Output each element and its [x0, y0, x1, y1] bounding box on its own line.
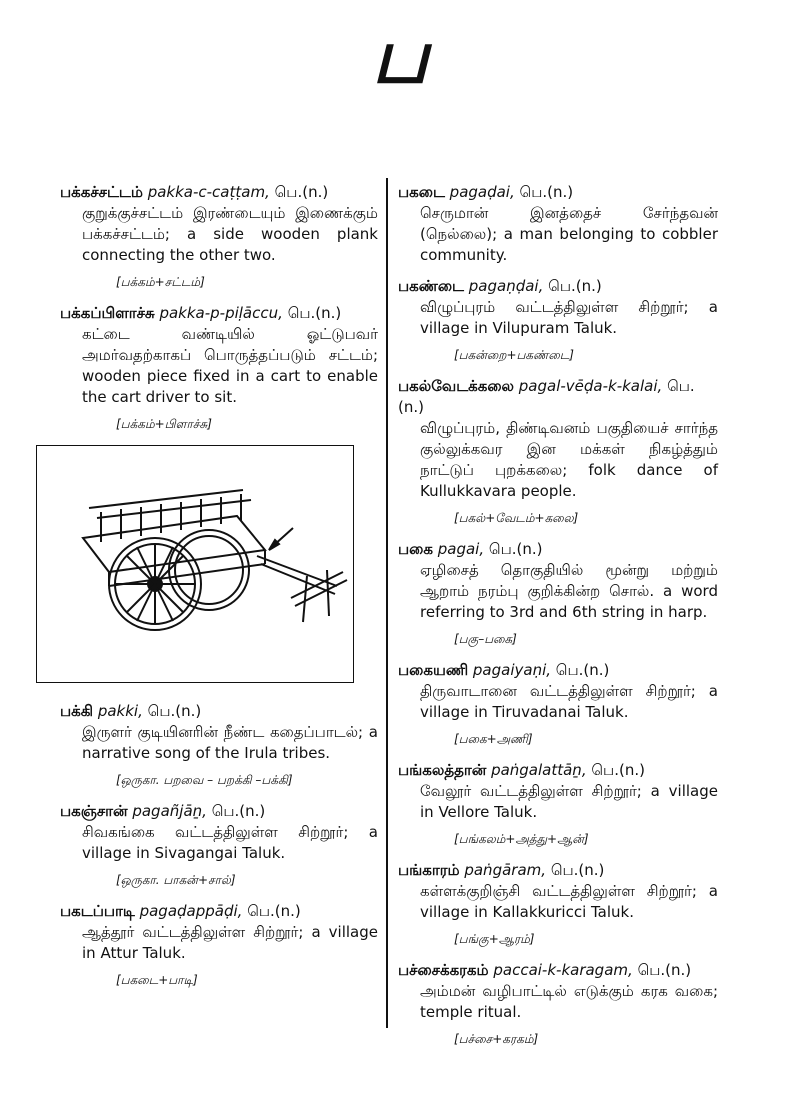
- tamil-definition: குறுக்குச்சட்டம் இரண்டையும் இணைக்கும் பக்கச்சட்டம்;: [82, 204, 378, 243]
- page-letter: ப: [371, 11, 429, 100]
- part-of-speech: பெ.(n.): [247, 902, 301, 920]
- transliteration: pagaḍai,: [449, 183, 515, 201]
- definition: [398, 781, 718, 823]
- etymology: [பகல்+வேடம்+கலை]: [454, 511, 579, 525]
- etymology: [பங்கலம்+அத்து+ஆன்]: [454, 832, 589, 846]
- english-definition: a word referring to 3rd and 6th string in harp.: [420, 582, 718, 621]
- part-of-speech: பெ.(n.): [211, 802, 266, 820]
- english-definition: a village in Attur Taluk.: [82, 923, 378, 962]
- etymology: [பகன்றை+பகண்டை]: [454, 348, 574, 362]
- headword: பகல்வேடக்கலை: [398, 377, 514, 395]
- definition: [398, 418, 718, 502]
- bullock-cart-drawing: [37, 446, 353, 682]
- tamil-definition: விழுப்புரம், திண்டிவனம் பகுதியைச் சார்ந்த குல்லுக்கவர இன மக்கள் நிகழ்த்தும் நாட்டுப் புறக்கலை;: [420, 419, 718, 479]
- headword: பகையணி: [398, 661, 469, 679]
- tamil-definition: கள்ளக்குறிஞ்சி வட்டத்திலுள்ள சிற்றூர்;: [420, 882, 697, 900]
- transliteration: paṅgalattāṉ,: [491, 761, 587, 779]
- definition: [398, 560, 718, 623]
- dictionary-entry: [60, 801, 378, 891]
- cart-illustration: [36, 445, 354, 683]
- dictionary-entry: [60, 901, 378, 991]
- english-definition: a village in Vilupuram Taluk.: [420, 298, 718, 337]
- definition: [60, 922, 378, 964]
- definition: [398, 681, 718, 723]
- left-column: [60, 182, 378, 1001]
- part-of-speech: பெ.(n.): [555, 661, 610, 679]
- part-of-speech: பெ.(n.): [548, 277, 602, 295]
- dictionary-entry: [398, 960, 718, 1050]
- dictionary-entry: [60, 303, 378, 435]
- headword: பகண்டை: [398, 277, 464, 295]
- transliteration: pakki,: [97, 702, 143, 720]
- transliteration: pakka-c-caṭṭam,: [147, 183, 270, 201]
- english-definition: temple ritual.: [420, 1003, 522, 1021]
- tamil-definition: கட்டை வண்டியில் ஓட்டுபவர் அமர்வதற்காகப் பொருத்தப்படும் சட்டம்;: [82, 325, 378, 364]
- tamil-definition: அம்மன் வழிபாட்டில் எடுக்கும் கரக வகை;: [420, 982, 718, 1000]
- dictionary-entry: [398, 376, 718, 529]
- definition: [60, 324, 378, 408]
- dictionary-entry: [398, 539, 718, 650]
- etymology: [பச்சை+கரகம்]: [454, 1032, 539, 1046]
- transliteration: pagaṇḍai,: [468, 277, 544, 295]
- transliteration: pagaiyaṇi,: [472, 661, 552, 679]
- dictionary-entry: [398, 760, 718, 850]
- dictionary-entry: [398, 660, 718, 750]
- headword: பக்கி: [60, 702, 94, 720]
- part-of-speech: பெ.(n.): [519, 183, 574, 201]
- right-column: [398, 182, 718, 1060]
- dictionary-entry: [398, 276, 718, 366]
- headword: பகடப்பாடி: [60, 902, 135, 920]
- dictionary-entry: [398, 860, 718, 950]
- etymology: [பகு–பகை]: [454, 632, 517, 646]
- english-definition: a narrative song of the Irula tribes.: [82, 723, 378, 762]
- part-of-speech: பெ.(n.): [147, 702, 202, 720]
- dictionary-entry: [60, 182, 378, 293]
- transliteration: paccai-k-karagam,: [493, 961, 633, 979]
- etymology: [ஒருகா. பாகன்+சால்]: [116, 873, 236, 887]
- english-definition: a village in Tiruvadanai Taluk.: [420, 682, 718, 721]
- transliteration: paṅgāram,: [464, 861, 547, 879]
- definition: [398, 981, 718, 1023]
- etymology: [ஒருகா. பறவை – பறக்கி –பக்கி]: [116, 773, 293, 787]
- definition: [60, 822, 378, 864]
- headword: பச்சைக்கரகம்: [398, 961, 489, 979]
- column-divider: [386, 178, 388, 1028]
- tamil-definition: விழுப்புரம் வட்டத்திலுள்ள சிற்றூர்;: [420, 298, 689, 316]
- english-definition: a village in Kallakkuricci Taluk.: [420, 882, 718, 921]
- tamil-definition: இருளர் குடியினரின் நீண்ட கதைப்பாடல்;: [82, 723, 364, 741]
- part-of-speech: பெ.(n.): [274, 183, 329, 201]
- definition: [398, 203, 718, 266]
- transliteration: pagai,: [437, 540, 485, 558]
- definition: [398, 881, 718, 923]
- headword: பகடை: [398, 183, 445, 201]
- transliteration: pagaḍappāḍi,: [139, 902, 243, 920]
- etymology: [பகடை+பாடி]: [116, 973, 198, 987]
- tamil-definition: ஆத்தூர் வட்டத்திலுள்ள சிற்றூர்;: [82, 923, 304, 941]
- headword: பக்கப்பிளாச்சு: [60, 304, 155, 322]
- headword: பக்கச்சட்டம்: [60, 183, 143, 201]
- part-of-speech: பெ.(n.): [287, 304, 342, 322]
- tamil-definition: திருவாடானை வட்டத்திலுள்ள சிற்றூர்;: [420, 682, 696, 700]
- tamil-definition: சிவகங்கை வட்டத்திலுள்ள சிற்றூர்;: [82, 823, 349, 841]
- headword: பங்கலத்தான்: [398, 761, 487, 779]
- english-definition: a man belonging to cobbler community.: [420, 225, 718, 264]
- english-definition: a side wooden plank connecting the other two.: [82, 225, 378, 264]
- headword: பகை: [398, 540, 433, 558]
- etymology: [பகை+அணி]: [454, 732, 533, 746]
- definition: [398, 297, 718, 339]
- etymology: [பங்கு+ஆரம்]: [454, 932, 535, 946]
- headword: பங்காரம்: [398, 861, 460, 879]
- part-of-speech: பெ.(n.): [398, 377, 695, 416]
- english-definition: wooden piece fixed in a cart to enable the cart driver to sit.: [82, 367, 378, 406]
- part-of-speech: பெ.(n.): [488, 540, 543, 558]
- etymology: [பக்கம்+சட்டம்]: [116, 275, 205, 289]
- tamil-definition: வேலூர் வட்டத்திலுள்ள சிற்றூர்;: [420, 782, 642, 800]
- part-of-speech: பெ.(n.): [637, 961, 692, 979]
- english-definition: a village in Vellore Taluk.: [420, 782, 718, 821]
- definition: [60, 203, 378, 266]
- tamil-definition: செருமான் இனத்தைச் சேர்ந்தவன் (நெல்லை);: [420, 204, 718, 243]
- tamil-definition: ஏழிசைத் தொகுதியில் மூன்று மற்றும் ஆறாம் நரம்பு குறிக்கின்ற சொல்.: [420, 561, 718, 600]
- part-of-speech: பெ.(n.): [591, 761, 645, 779]
- part-of-speech: பெ.(n.): [550, 861, 605, 879]
- transliteration: pakka-p-piḷāccu,: [159, 304, 283, 322]
- english-definition: a village in Sivagangai Taluk.: [82, 823, 378, 862]
- transliteration: pagal-vēḍa-k-kalai,: [518, 377, 663, 395]
- transliteration: pagañjāṉ,: [132, 802, 207, 820]
- dictionary-entry: [60, 701, 378, 791]
- definition: [60, 722, 378, 764]
- dictionary-entry: [398, 182, 718, 266]
- headword: பகஞ்சான்: [60, 802, 128, 820]
- english-definition: folk dance of Kullukkavara people.: [420, 461, 718, 500]
- etymology: [பக்கம்+பிளாச்சு]: [116, 417, 212, 431]
